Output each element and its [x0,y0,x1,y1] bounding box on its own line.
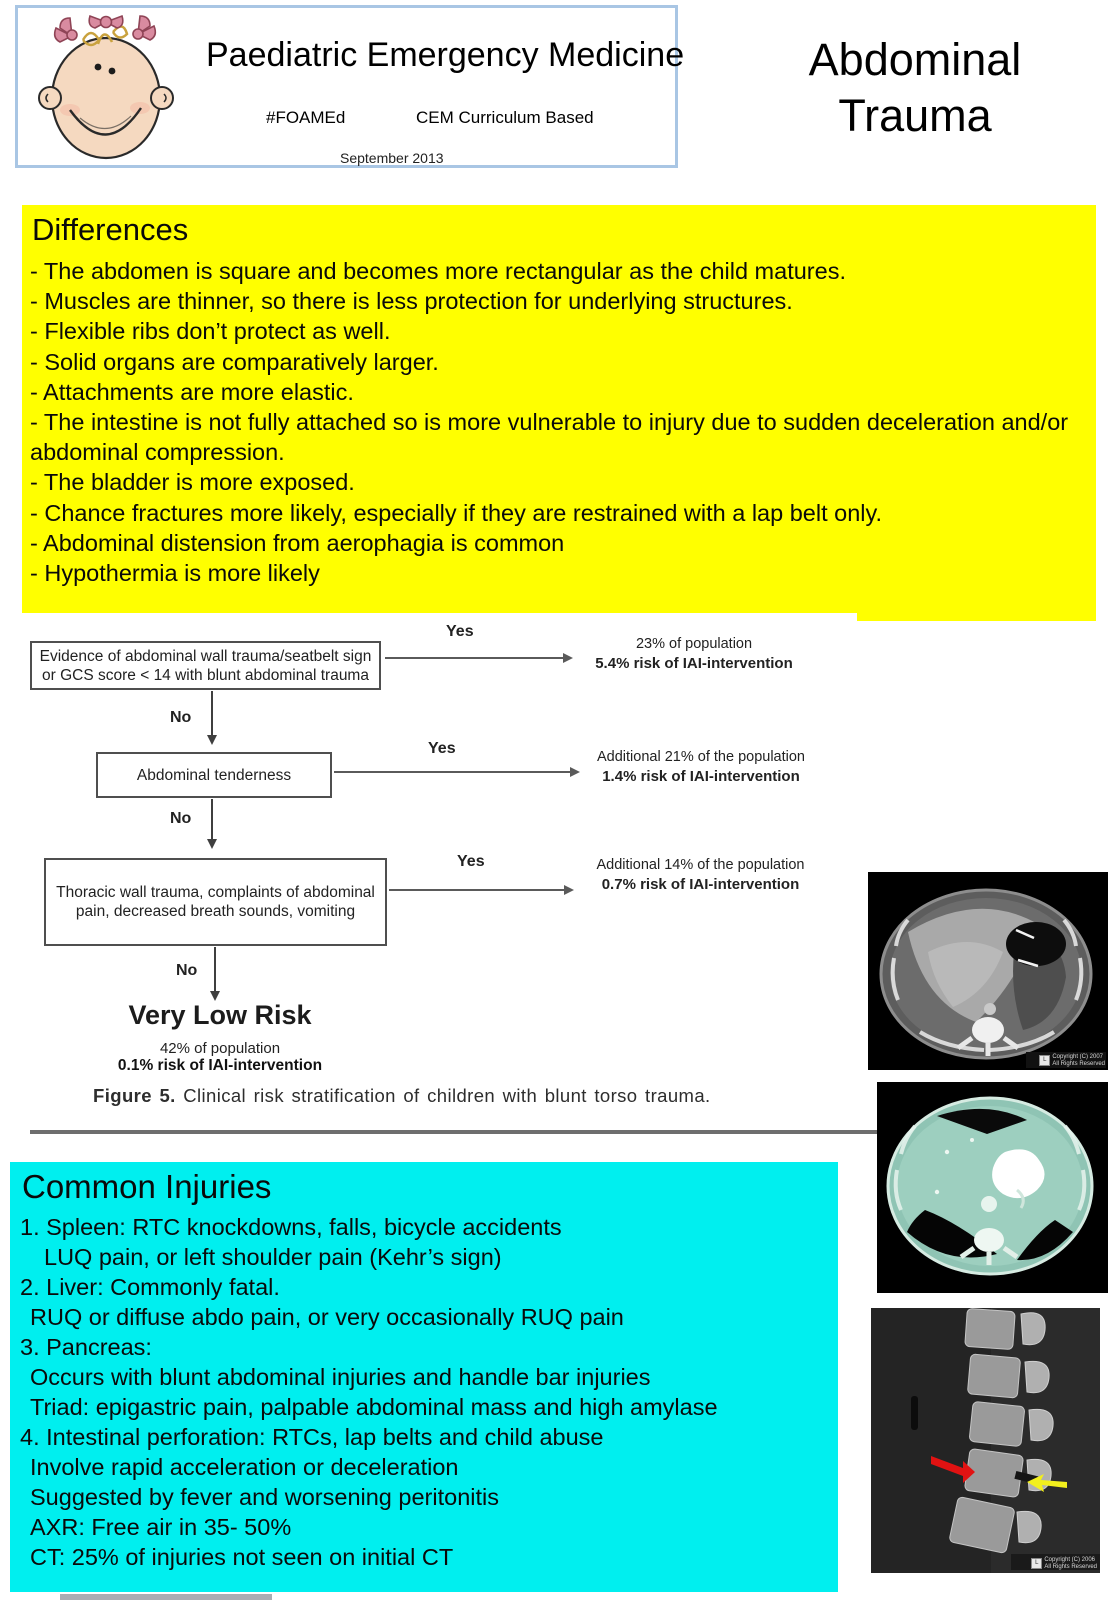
copyright-line2: All Rights Reserved [1052,1060,1105,1067]
injury-item: Involve rapid acceleration or deceleration [30,1454,459,1480]
curriculum-label: CEM Curriculum Based [416,108,594,127]
issue-date: September 2013 [340,150,444,166]
flow-box3-line1: Thoracic wall trauma, complaints of abdominal [56,884,375,901]
ct-axial-abdomen-image [868,872,1108,1070]
injury-item: CT: 25% of injuries not seen on initial CT [30,1544,454,1570]
flow-arrow-no-1 [211,691,213,743]
header-banner [15,5,685,168]
copyright-logo-icon: L [1031,1558,1042,1569]
flow-arrow-yes-1 [385,657,571,659]
copyright-logo-icon: L [1039,1055,1050,1066]
copyright-line2: All Rights Reserved [1044,1563,1097,1570]
ct-sagittal-spine-image [871,1308,1100,1573]
flow-result3-line1: Additional 14% of the population [596,857,805,873]
differences-highlight-panel-extension [857,613,1096,621]
page-bottom-edge-strip [60,1594,272,1600]
differences-item: - Flexible ribs don’t protect as well. [30,318,391,345]
terminal-title: Very Low Risk [128,1000,312,1030]
site-title: Paediatric Emergency Medicine [206,36,685,74]
figure-caption-text: Clinical risk stratification of children with blunt torso trauma. [175,1085,711,1106]
flow-box2-text: Abdominal tenderness [136,766,292,784]
differences-item: - Hypothermia is more likely [30,560,320,587]
differences-item: - Attachments are more elastic. [30,378,354,405]
common-injuries-heading: Common Injuries [22,1168,272,1205]
flow-box-abdominal-wall-trauma [30,641,381,690]
flow-result-1 [580,635,808,673]
terminal-line2: 0.1% risk of IAI-intervention [117,1057,323,1074]
flow-box1-line1: Evidence of abdominal wall trauma/seatbelt sign [39,647,372,665]
differences-list [30,256,1090,588]
flow-arrow-no-2 [211,799,213,847]
ct-axial-liver-contrast-image [877,1082,1108,1293]
injury-item: AXR: Free air in 35- 50% [30,1514,292,1540]
flow-result3-line2: 0.7% risk of IAI-intervention [601,876,800,893]
flow-result1-line1: 23% of population [635,636,753,652]
injury-item: 2. Liver: Commonly fatal. [20,1274,280,1300]
flow-box-thoracic-wall-trauma [44,858,387,946]
page-title [755,32,1075,144]
differences-item: - The bladder is more exposed. [30,469,355,496]
figure-caption-label: Figure 5. [93,1085,176,1106]
differences-item: - Chance fractures more likely, especially if they are restrained with a lap belt only. [30,499,883,526]
differences-item: - Muscles are thinner, so there is less protection for underlying structures. [30,288,793,315]
differences-item: - Solid organs are comparatively larger. [30,348,439,375]
copyright-watermark [1031,1557,1097,1570]
flow-no-label-1: No [170,709,192,726]
figure-caption [93,1085,773,1107]
injury-item: Suggested by fever and worsening peritonitis [30,1484,499,1510]
injury-item: LUQ pain, or left shoulder pain (Kehr’s sign) [44,1244,502,1270]
page-title-line1: Abdominal [808,34,1022,85]
baby-face-logo-icon [28,10,183,165]
flow-result-2 [585,748,817,786]
flow-no-label-2: No [170,810,192,827]
flow-no-label-3: No [176,962,198,979]
injury-item: Occurs with blunt abdominal injuries and handle bar injuries [30,1364,651,1390]
flow-yes-label-1: Yes [446,623,474,640]
flow-box1-line2: or GCS score < 14 with blunt abdominal trauma [42,666,369,684]
flow-arrow-no-3 [214,947,216,999]
terminal-line1: 42% of population [159,1040,281,1057]
page-title-line2: Trauma [838,90,992,141]
injury-item: 1. Spleen: RTC knockdowns, falls, bicycle accidents [20,1214,562,1240]
flow-box-abdominal-tenderness [96,752,332,798]
flow-arrow-yes-3 [389,889,572,891]
flow-result2-line2: 1.4% risk of IAI-intervention [602,768,800,785]
differences-item: - Abdominal distension from aerophagia is common [30,529,565,556]
flow-terminal-very-low-risk [110,1000,330,1075]
flow-arrow-yes-2 [334,771,578,773]
injury-item: RUQ or diffuse abdo pain, or very occasionally RUQ pain [30,1304,624,1330]
flow-result1-line2: 5.4% risk of IAI-intervention [595,655,793,672]
injury-item: 4. Intestinal perforation: RTCs, lap belts and child abuse [20,1424,604,1450]
flow-box3-line2: pain, decreased breath sounds, vomiting [75,903,356,920]
differences-item: - The intestine is not fully attached so is more vulnerable to injury due to sudden deceleration and/or abdominal compression. [30,409,1069,466]
differences-heading: Differences [32,212,189,247]
flow-result2-line1: Additional 21% of the population [597,749,805,765]
copyright-watermark [1039,1054,1105,1067]
flow-yes-label-2: Yes [428,740,456,757]
copyright-line1: Copyright (C) 2007 [1052,1054,1104,1060]
common-injuries-list [20,1212,830,1572]
copyright-line1: Copyright (C) 2006 [1044,1557,1096,1563]
injury-item: Triad: epigastric pain, palpable abdominal mass and high amylase [30,1394,718,1420]
flow-yes-label-3: Yes [457,853,485,870]
foamed-hashtag: #FOAMEd [266,108,346,127]
injury-item: 3. Pancreas: [20,1334,152,1360]
differences-item: - The abdomen is square and becomes more rectangular as the child matures. [30,258,846,284]
flow-result-3 [583,856,818,894]
